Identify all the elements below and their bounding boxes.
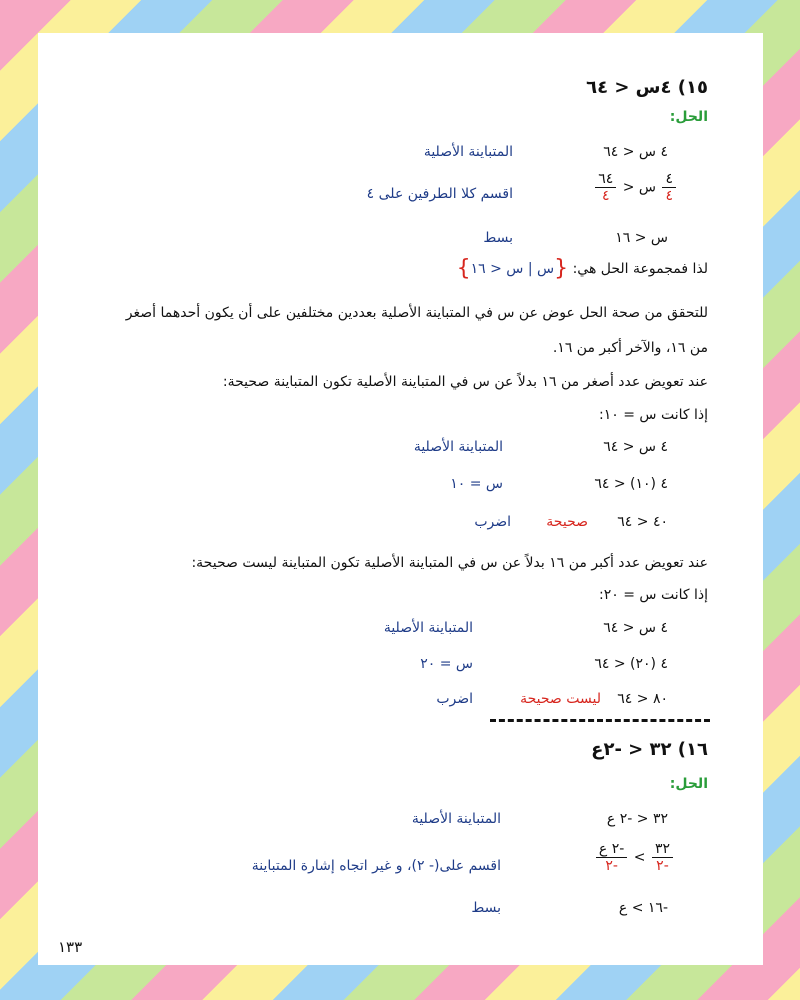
step-expression: -١٦ > ع — [618, 900, 668, 916]
fraction-left: $\frac{٤}{٤}$ — [662, 171, 676, 204]
solution-label-16: الحل: — [669, 776, 708, 792]
case-condition: إذا كانت س = ٢٠: — [599, 587, 708, 603]
step-note: المتباينة الأصلية — [411, 811, 501, 827]
step-note: المتباينة الأصلية — [413, 439, 503, 455]
page-number: ١٣٣ — [58, 938, 83, 956]
case-intro: عند تعويض عدد أصغر من ١٦ بدلاً عن س في المتباينة الأصلية تكون المتباينة صحيحة: — [222, 374, 708, 390]
solution-set: {س | س < ١٦} — [456, 256, 569, 281]
fraction-right: $\frac{٦٤}{٤}$ — [595, 171, 616, 204]
fraction-left: $\frac{٣٢}{-٢}$ — [652, 841, 673, 874]
step-expression: ٤ س < ٦٤ — [603, 439, 668, 455]
step-note: بسط — [471, 900, 501, 916]
step-note: المتباينة الأصلية — [423, 144, 513, 160]
step-note: اضرب — [436, 691, 473, 707]
step-note: اقسم كلا الطرفين على ٤ — [366, 186, 513, 202]
step-expression: س < ١٦ — [615, 230, 668, 246]
page-sheet — [38, 33, 763, 965]
step-expression: ٤ س < ٦٤ — [603, 144, 668, 160]
check-paragraph-line: من ١٦، والآخر أكبر من ١٦. — [552, 340, 708, 356]
step-note: س = ٢٠ — [420, 656, 473, 672]
step-note: س = ١٠ — [450, 476, 503, 492]
problem-16-header: ١٦) ٣٢ < -٢ع — [591, 739, 708, 760]
step-expression: ٨٠ < ٦٤ — [617, 691, 668, 707]
case-intro: عند تعويض عدد أكبر من ١٦ بدلاً عن س في المتباينة الأصلية تكون المتباينة ليست صحيحة: — [191, 555, 708, 571]
status-false: ليست صحيحة — [520, 691, 601, 707]
case-condition: إذا كانت س = ١٠: — [599, 407, 708, 423]
solution-set-line: لذا فمجموعة الحل هي: {س | س < ١٦} — [456, 256, 708, 281]
division-step — [593, 171, 678, 204]
problem-15-header: ١٥) ٤س < ٦٤ — [586, 77, 708, 98]
step-note: بسط — [483, 230, 513, 246]
step-expression: ٤ س < ٦٤ — [603, 620, 668, 636]
step-note: اقسم على(- ٢)، و غير اتجاه إشارة المتباينة — [251, 858, 501, 874]
section-divider — [490, 719, 710, 722]
fraction-right: $\frac{\text{-٢ ع}}{-٢}$ — [596, 841, 627, 874]
check-paragraph-line: للتحقق من صحة الحل عوض عن س في المتباينة الأصلية بعددين مختلفين على أن يكون أحدهما أصغر — [125, 305, 708, 321]
solution-label-15: الحل: — [669, 109, 708, 125]
step-expression: ٤ (١٠) < ٦٤ — [594, 476, 668, 492]
step-expression: ٣٢ < -٢ ع — [606, 811, 668, 827]
status-true: صحيحة — [546, 514, 588, 530]
step-note: المتباينة الأصلية — [383, 620, 473, 636]
division-step — [594, 841, 675, 874]
inequality-sign: > — [633, 849, 646, 866]
step-note: اضرب — [474, 514, 511, 530]
step-expression: ٤٠ < ٦٤ — [617, 514, 668, 530]
step-expression: ٤ (٢٠) < ٦٤ — [594, 656, 668, 672]
step-middle: س < — [622, 179, 657, 196]
